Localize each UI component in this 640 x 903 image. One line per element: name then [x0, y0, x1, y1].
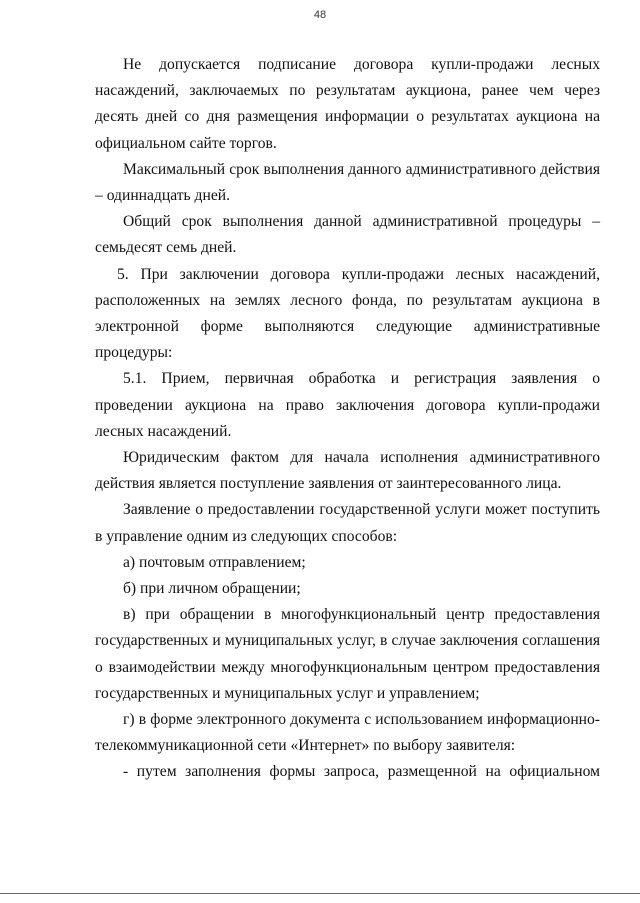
page-number: 48 [313, 9, 327, 21]
list-subitem-form: - путем заполнения формы запроса, размещенной на официальном [123, 763, 600, 781]
paragraph-legal-fact: Юридическим фактом для начала исполнения административного действия является поступление заявления от заинтересованного лица. [95, 449, 600, 493]
paragraph-signing-restriction: Не допускается подписание договора купли-продажи лесных насаждений, заключаемых по результатам аукциона, ранее чем через десять дней со дня размещения информации о результатах аукциона на официальном сайте торгов. [95, 56, 600, 152]
list-item-b: б) при личном обращении; [123, 580, 301, 598]
bottom-divider [0, 893, 640, 894]
paragraph-item-5: 5. При заключении договора купли-продажи лесных насаждений, расположенных на землях лесного фонда, по результатам аукциона в электронной форме выполняются следующие административные процедуры: [95, 265, 600, 362]
list-item-a: а) почтовым отправлением; [123, 553, 306, 571]
list-item-v: в) при обращении в многофункциональный центр предоставления государственных и муниципальных услуг, в случае заключения соглашения о взаимодействии между многофункциональным центром предоставления государственных и муниципальных услуг и управлением; [95, 606, 600, 702]
body-text [95, 52, 600, 786]
paragraph-max-action-term: Максимальный срок выполнения данного административного действия – одиннадцать дней. [95, 160, 600, 205]
paragraph-application-methods: Заявление о предоставлении государственной услуги может поступить в управление одним из следующих способов: [95, 501, 600, 545]
paragraph-total-procedure-term: Общий срок выполнения данной административной процедуры – семьдесят семь дней. [95, 213, 600, 257]
list-item-g: г) в форме электронного документа с использованием информационно-телекоммуникационной сети «Интернет» по выбору заявителя: [95, 711, 600, 755]
paragraph-item-5-1: 5.1. Прием, первичная обработка и регистрация заявления о проведении аукциона на право заключения договора купли-продажи лесных насаждений. [95, 370, 600, 440]
